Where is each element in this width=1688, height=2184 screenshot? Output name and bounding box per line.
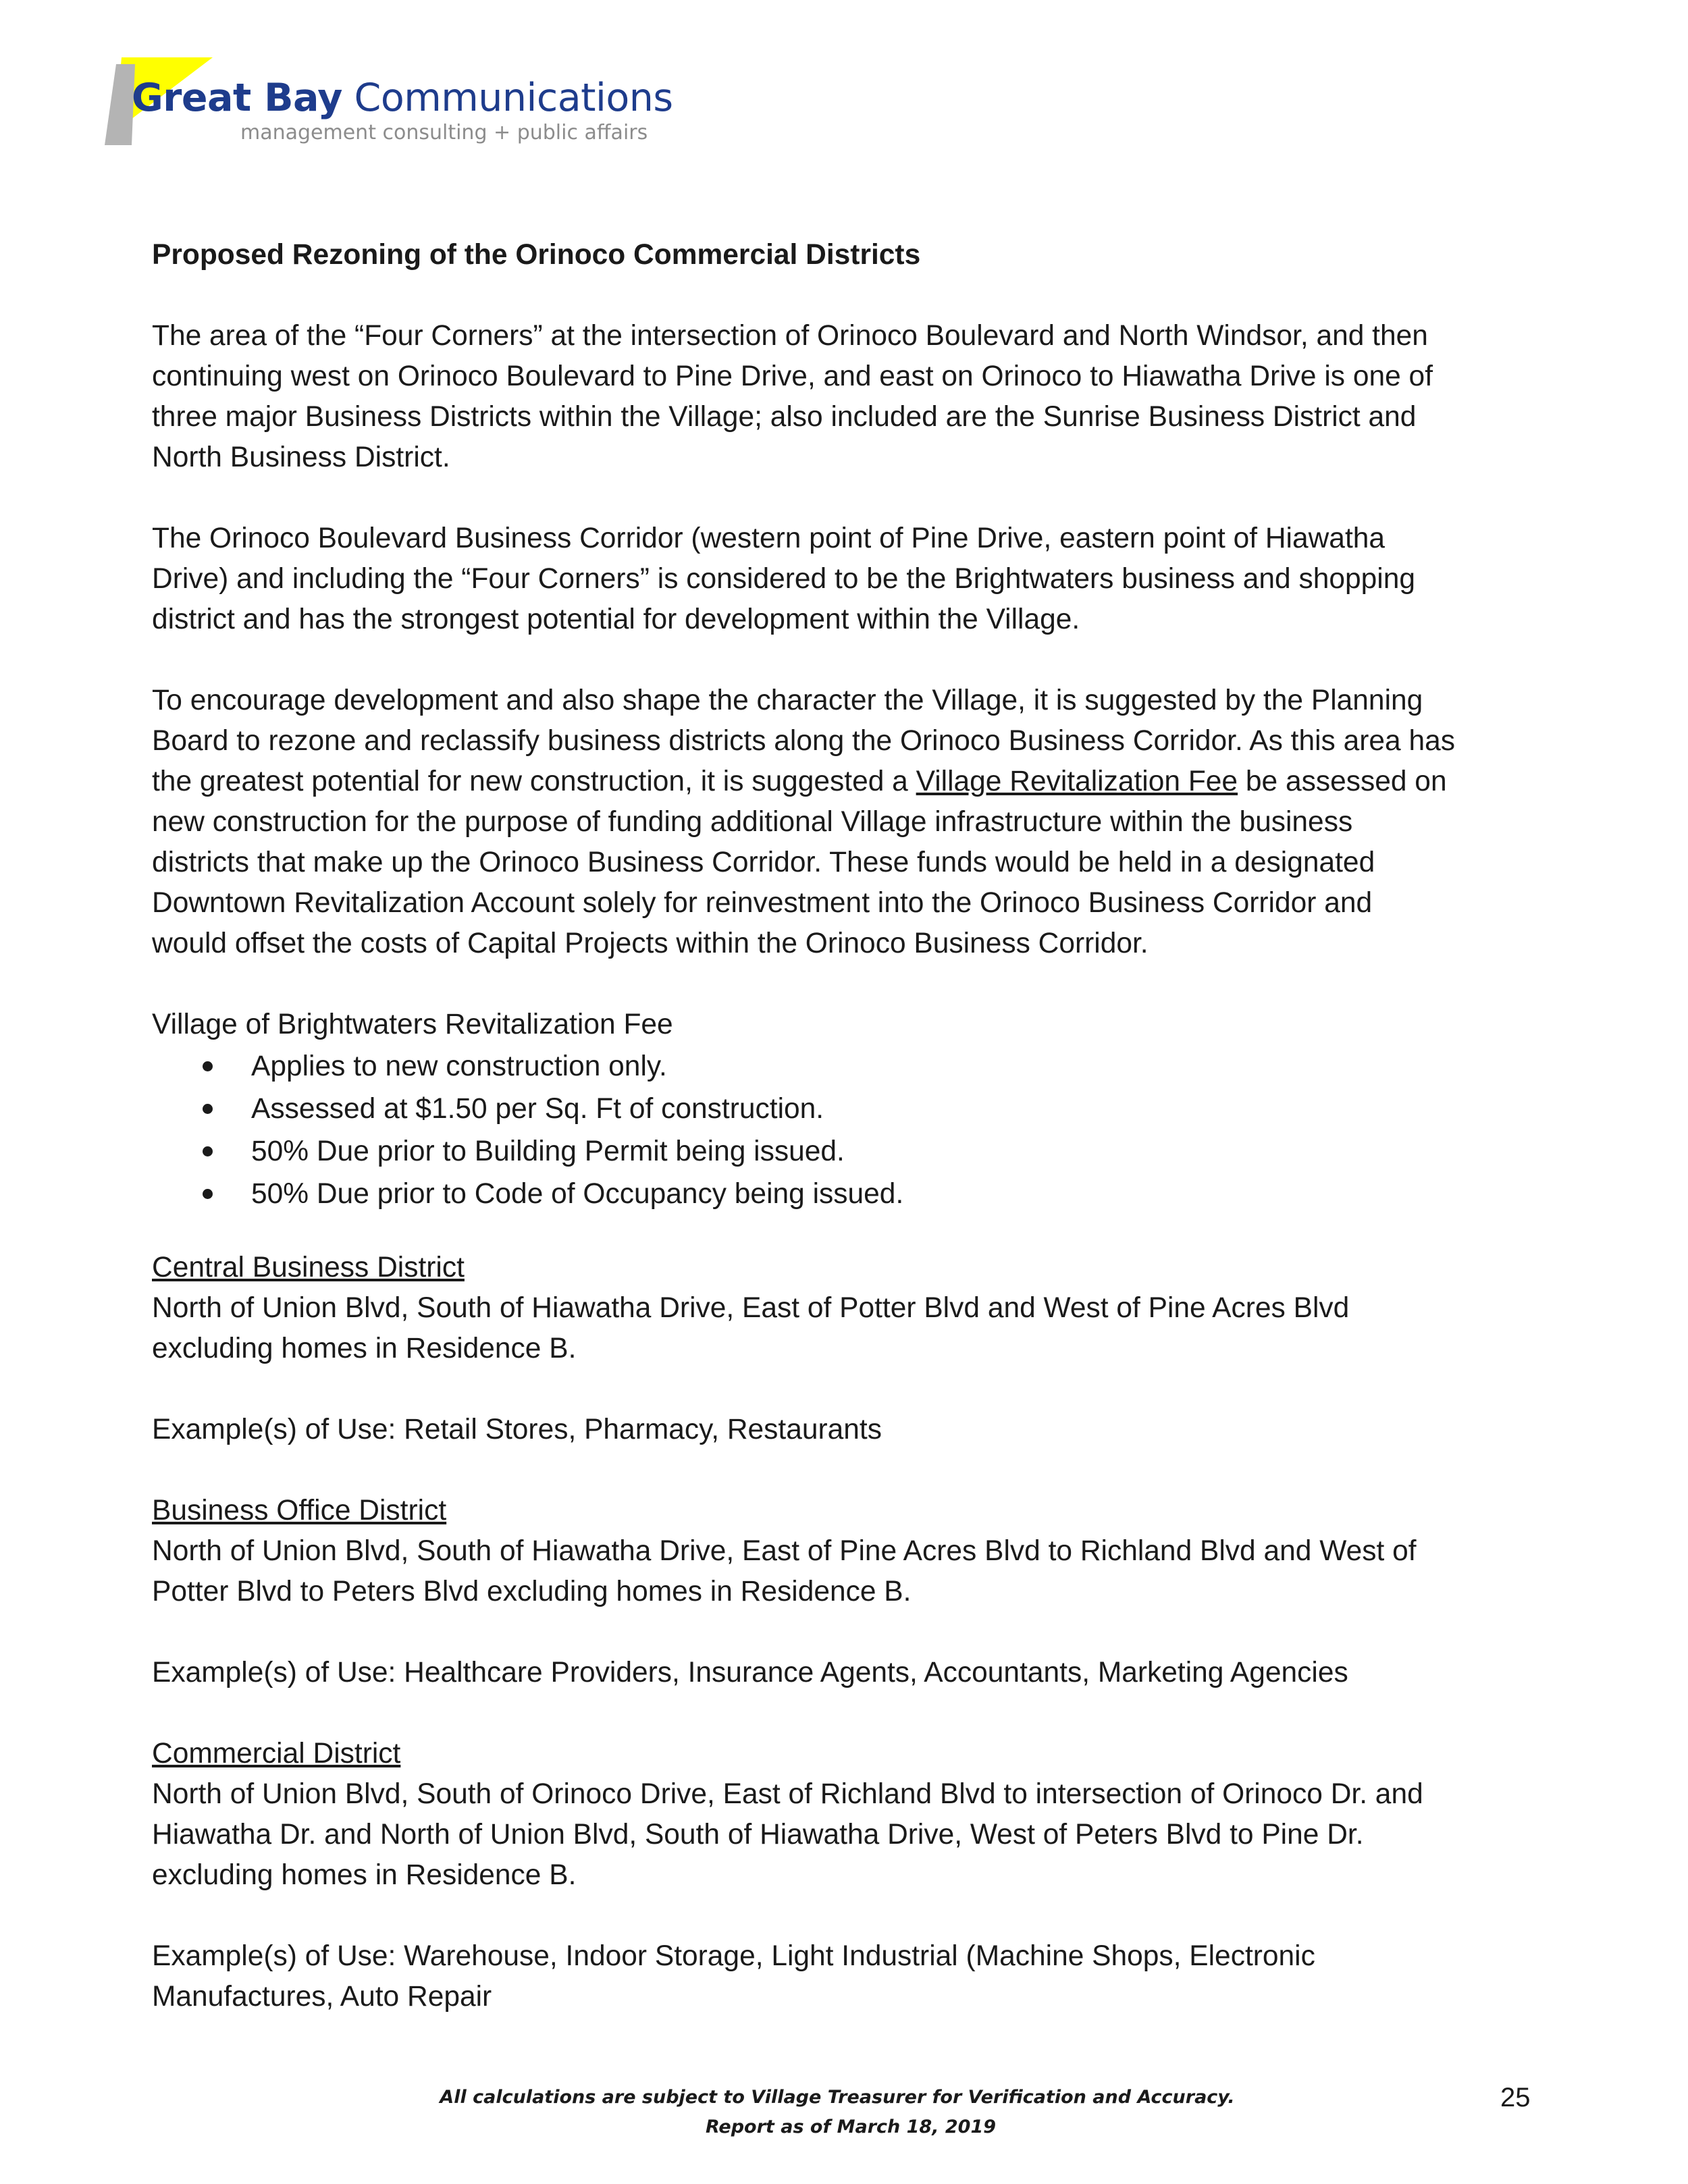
text-line: North of Union Blvd, South of Hiawatha Drive, East of Pine Acres Blvd to Richland Blvd and West of bbox=[152, 1535, 1417, 1567]
text-line: excluding homes in Residence B. bbox=[152, 1333, 577, 1364]
text-line: would offset the costs of Capital Projects within the Orinoco Business Corridor. bbox=[152, 928, 1149, 959]
text-line: Potter Blvd to Peters Blvd excluding homes in Residence B. bbox=[152, 1576, 912, 1607]
footer-disclaimer: All calculations are subject to Village Treasurer for Verification and Accuracy. bbox=[440, 2087, 1235, 2108]
text-line: district and has the strongest potential for development within the Village. bbox=[152, 604, 1080, 635]
text-line: To encourage development and also shape the character the Village, it is suggested by the Planning bbox=[152, 685, 1423, 716]
intro-paragraph bbox=[152, 316, 1553, 478]
text-line: the greatest potential for new construction, it is suggested a Village Revitalization Fee be assessed on bbox=[152, 766, 1447, 797]
text-line: excluding homes in Residence B. bbox=[152, 1859, 577, 1891]
text-line: new construction for the purpose of funding additional Village infrastructure within the business bbox=[152, 806, 1353, 838]
example-uses: Manufactures, Auto Repair bbox=[152, 1981, 492, 2013]
district-title: Commercial District bbox=[152, 1738, 401, 1769]
text-line: continuing west on Orinoco Boulevard to Pine Drive, and east on Orinoco to Hiawatha Drive is one of bbox=[152, 361, 1433, 392]
corridor-paragraph bbox=[152, 518, 1553, 640]
logo-gray-shape bbox=[105, 64, 135, 145]
text-line: three major Business Districts within the Village; also included are the Sunrise Business District and bbox=[152, 401, 1417, 433]
example-uses: Example(s) of Use: Retail Stores, Pharmacy, Restaurants bbox=[152, 1414, 882, 1445]
document-body bbox=[152, 235, 1553, 2017]
text-line: Downtown Revitalization Account solely for reinvestment into the Orinoco Business Corridor and bbox=[152, 887, 1373, 919]
rezoning-paragraph bbox=[152, 681, 1553, 964]
text-line: North Business District. bbox=[152, 442, 450, 473]
fee-title: Village of Brightwaters Revitalization Fee bbox=[152, 1009, 673, 1040]
footer-report-date: Report as of March 18, 2019 bbox=[705, 2116, 997, 2137]
example-uses: Example(s) of Use: Healthcare Providers, Insurance Agents, Accountants, Marketing Agencies bbox=[152, 1657, 1348, 1688]
list-item: 50% Due prior to Building Permit being issued. bbox=[152, 1130, 1553, 1173]
text-line: Drive) and including the “Four Corners” is considered to be the Brightwaters business and shopping bbox=[152, 563, 1415, 595]
fee-bullet-list bbox=[152, 1045, 1553, 1215]
district-title: Central Business District bbox=[152, 1252, 465, 1283]
text-line: Board to rezone and reclassify business districts along the Orinoco Business Corridor. As this area has bbox=[152, 725, 1455, 757]
example-uses: Example(s) of Use: Warehouse, Indoor Storage, Light Industrial (Machine Shops, Electronic bbox=[152, 1940, 1315, 1972]
text-line: North of Union Blvd, South of Orinoco Drive, East of Richland Blvd to intersection of Orinoco Dr. and bbox=[152, 1778, 1423, 1810]
logo-company-name: Great Bay Communications bbox=[132, 76, 673, 120]
text-line: The Orinoco Boulevard Business Corridor (western point of Pine Drive, eastern point of Hiawatha bbox=[152, 523, 1386, 554]
text-line: North of Union Blvd, South of Hiawatha Drive, East of Potter Blvd and West of Pine Acres Blvd bbox=[152, 1292, 1350, 1324]
list-item: Assessed at $1.50 per Sq. Ft of construction. bbox=[152, 1088, 1553, 1130]
logo-tagline: management consulting + public affairs bbox=[240, 121, 648, 144]
text-line: districts that make up the Orinoco Business Corridor. These funds would be held in a designated bbox=[152, 847, 1375, 878]
business-office-district-section bbox=[152, 1491, 1553, 1693]
page-number: 25 bbox=[1500, 2083, 1531, 2112]
company-logo bbox=[101, 54, 682, 155]
text-line: Hiawatha Dr. and North of Union Blvd, South of Hiawatha Drive, West of Peters Blvd to Pine Dr. bbox=[152, 1819, 1364, 1850]
text-line: The area of the “Four Corners” at the intersection of Orinoco Boulevard and North Windsor, and then bbox=[152, 320, 1428, 352]
central-business-district-section bbox=[152, 1248, 1553, 1450]
district-title: Business Office District bbox=[152, 1495, 447, 1526]
list-item: 50% Due prior to Code of Occupancy being issued. bbox=[152, 1173, 1553, 1215]
commercial-district-section bbox=[152, 1734, 1553, 2017]
page-title: Proposed Rezoning of the Orinoco Commercial Districts bbox=[152, 239, 921, 271]
list-item: Applies to new construction only. bbox=[152, 1045, 1553, 1088]
revitalization-fee-term: Village Revitalization Fee bbox=[916, 766, 1238, 797]
